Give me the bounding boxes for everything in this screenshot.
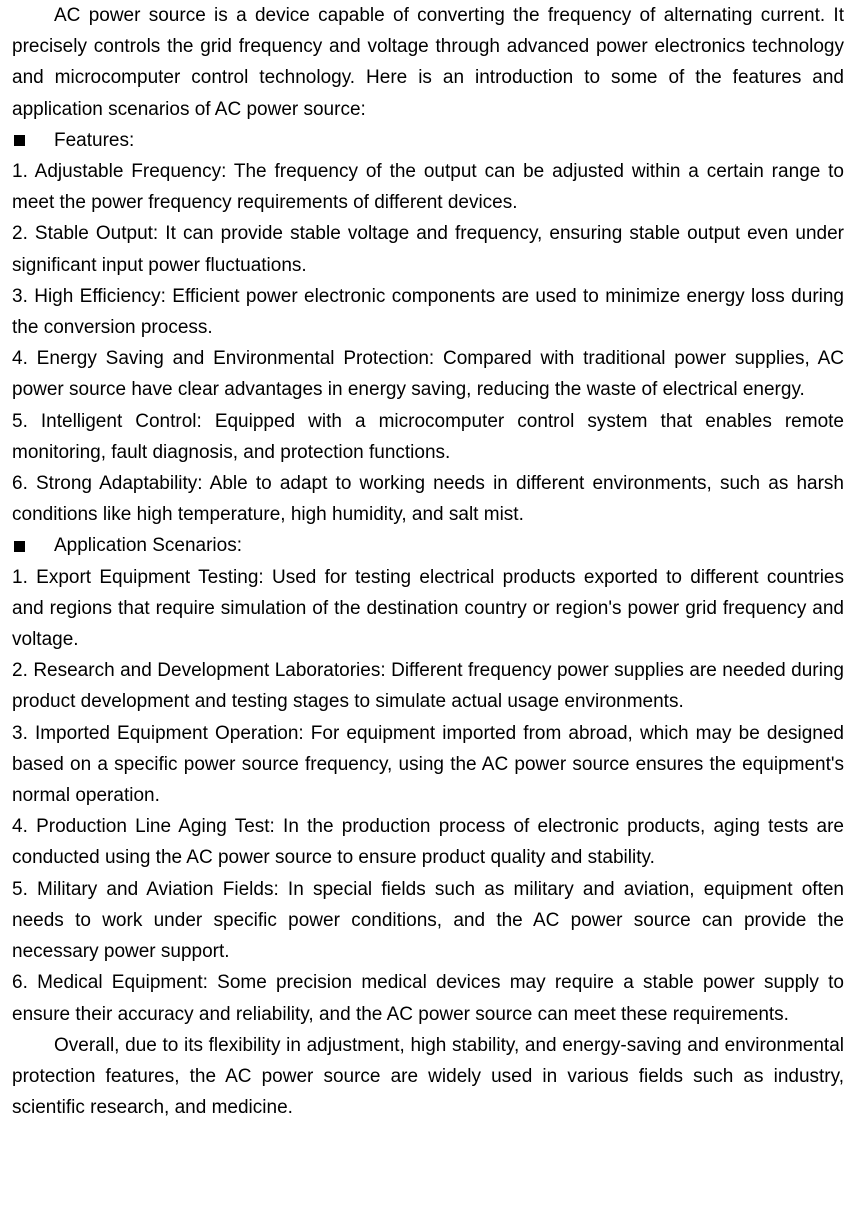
applications-heading (12, 530, 844, 561)
features-heading-text: Features: (54, 129, 135, 151)
feature-item: 1. Adjustable Frequency: The frequency of the output can be adjusted within a certain range to meet the power frequency requirements of different devices. (12, 161, 844, 214)
feature-item: 5. Intelligent Control: Equipped with a microcomputer control system that enables remote monitoring, fault diagnosis, and protection functions. (12, 410, 844, 463)
intro-paragraph: AC power source is a device capable of converting the frequency of alternating current. It precisely controls the grid frequency and voltage through advanced power electronics technology and microcomputer control technology. Here is an introduction to some of the features and application scenarios of AC power source: (12, 5, 844, 120)
square-bullet-icon (14, 541, 25, 552)
feature-item: 6. Strong Adaptability: Able to adapt to working needs in different environments, such as harsh conditions like high temperature, high humidity, and salt mist. (12, 473, 844, 526)
applications-heading-text: Application Scenarios: (54, 535, 242, 557)
application-item: 3. Imported Equipment Operation: For equipment imported from abroad, which may be designed based on a specific power source frequency, using the AC power source ensures the equipment's normal operation. (12, 722, 844, 807)
application-item: 1. Export Equipment Testing: Used for testing electrical products exported to different countries and regions that require simulation of the destination country or region's power grid frequency and voltage. (12, 566, 844, 651)
feature-item: 2. Stable Output: It can provide stable voltage and frequency, ensuring stable output even under significant input power fluctuations. (12, 223, 844, 276)
application-item: 2. Research and Development Laboratories: Different frequency power supplies are needed during product development and testing stages to simulate actual usage environments. (12, 660, 844, 713)
conclusion-paragraph: Overall, due to its flexibility in adjustment, high stability, and energy-saving and environmental protection features, the AC power source are widely used in various fields such as industry, scientific research, and medicine. (12, 1034, 844, 1119)
square-bullet-icon (14, 135, 25, 146)
application-item: 4. Production Line Aging Test: In the production process of electronic products, aging tests are conducted using the AC power source to ensure product quality and stability. (12, 816, 844, 869)
features-heading (12, 125, 844, 156)
application-item: 5. Military and Aviation Fields: In special fields such as military and aviation, equipment often needs to work under specific power conditions, and the AC power source can provide the necessary power support. (12, 878, 844, 963)
application-item: 6. Medical Equipment: Some precision medical devices may require a stable power supply to ensure their accuracy and reliability, and the AC power source can meet these requirements. (12, 972, 844, 1025)
feature-item: 3. High Efficiency: Efficient power electronic components are used to minimize energy loss during the conversion process. (12, 285, 844, 339)
feature-item: 4. Energy Saving and Environmental Protection: Compared with traditional power supplies, AC power source have clear advantages in energy saving, reducing the waste of electrical energy. (12, 348, 844, 401)
